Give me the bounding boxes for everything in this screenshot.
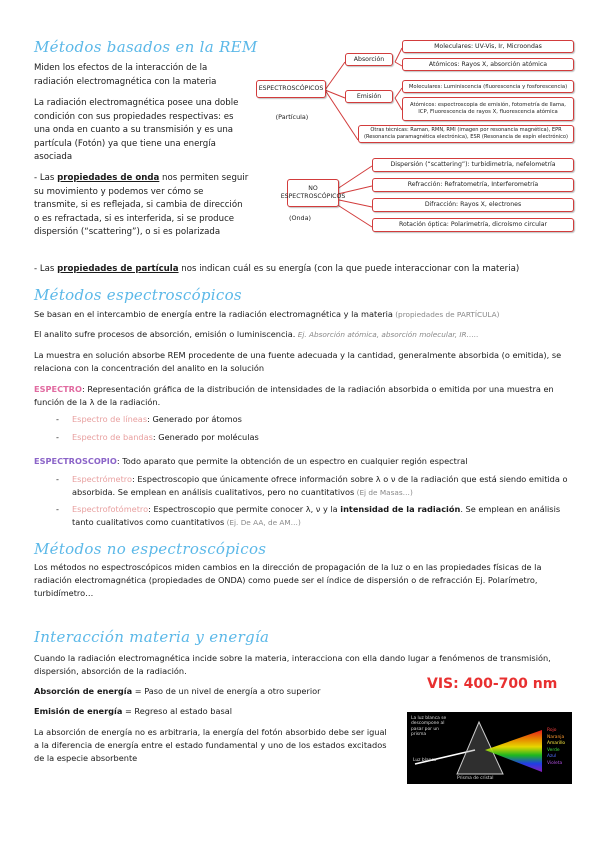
- label-onda: (Onda): [288, 214, 312, 222]
- paragraph-particula: - Las propiedades de partícula nos indican cuál es su energía (con la que puede interaccionar con la materia): [34, 264, 520, 274]
- legend-color: Amarillo: [547, 741, 566, 747]
- prism-label-luz: Luz blanca: [413, 758, 437, 763]
- node-atomicos-abs: Atómicos: Rayos X, absorción atómica: [402, 58, 574, 71]
- paragraph-absorcion: Absorción de energía = Paso de un nivel de energía a otro superior: [34, 686, 321, 696]
- section-title-espectroscopicos: Métodos espectroscópicos: [34, 286, 242, 304]
- node-rotacion: Rotación óptica: Polarimetría, dicroísmo circular: [372, 218, 574, 232]
- node-moleculares-em: Moleculares: Luminiscencia (fluorescencia y fosforescencia): [402, 80, 574, 93]
- vis-range-label: VIS: 400-700 nm: [427, 676, 558, 692]
- node-refraccion: Refracción: Refratometría, Interferometría: [372, 178, 574, 192]
- prism-caption: La luz blanca se descompone al pasar por un prisma: [411, 716, 447, 738]
- paragraph: La absorción de energía no es arbitraria, la energía del fotón absorbido debe ser igual a la diferencia de energía entre el estado fundamental y uno de los estados excitados de la especie absorbente: [34, 727, 387, 763]
- legend-color: Rojo: [547, 728, 557, 733]
- list-item: Espectro de bandas: Generado por moléculas: [72, 432, 259, 442]
- paragraph: El analito sufre procesos de absorción, emisión o luminiscencia. Ej. Absorción atómica, absorción molecular, IR…..: [34, 329, 479, 339]
- paragraph-onda: - Las propiedades de onda nos permiten seguir su movimiento y podemos ver cómo se transmite, si es reflejada, si cambia de dirección o es refractada, si es interferida, si se produce dispersión (“scattering”), o si es polarizada: [34, 173, 249, 238]
- paragraph-emision: Emisión de energía = Regreso al estado basal: [34, 706, 233, 716]
- node-difraccion: Difracción: Rayos X, electrones: [372, 198, 574, 212]
- legend-color: Azul: [547, 754, 557, 760]
- list-item: Espectrómetro: Espectroscopio que únicamente ofrece información sobre λ o ν de la radiación que está siendo emitida o absorbida. Se emplean en análisis cualitativos, pero no cuantitativos (Ej de Masas…): [72, 474, 568, 497]
- section-title-no-espectroscopicos: Métodos no espectroscópicos: [34, 540, 267, 558]
- label-particula: (Partícula): [275, 113, 309, 121]
- node-no-espectroscopicos: NO ESPECTROSCÓPICOS: [287, 179, 339, 207]
- spectrum-legend: [547, 728, 565, 768]
- node-otras-tecnicas: Otras técnicas: Raman, RMN, RMI (imagen por resonancia magnética), EPR (Resonancia paramagnética electrónica), ESR (Resonancia de espín electrónico): [358, 125, 574, 143]
- paragraph-espectro: ESPECTRO: Representación gráfica de la distribución de intensidades de la radiación absorbida o emitida por una muestra en función de la λ de la radiación.: [34, 384, 554, 407]
- section-title-rem: Métodos basados en la REM: [34, 38, 258, 56]
- node-absorcion: Absorción: [345, 53, 393, 66]
- prism-image: [407, 712, 572, 784]
- legend-color: Naranja: [547, 734, 565, 740]
- list-item: -: [56, 474, 59, 484]
- list-item: -: [56, 432, 59, 442]
- paragraph: La muestra en solución absorbe REM procedente de una fuente adecuada y la cantidad, generalmente absorbida (o emitida), se relaciona con la concentración del analito en la solución: [34, 350, 562, 373]
- node-moleculares-abs: Moleculares: UV-Vis, Ir, Microondas: [402, 40, 574, 53]
- list-item: -: [56, 414, 59, 424]
- paragraph: La radiación electromagnética posee una doble condición con sus propiedades respectivas: es una onda en cuanto a su transmisión y es una partícula (Fotón) ya que tiene una energía asociada: [34, 98, 239, 163]
- node-espectroscopicos: ESPECTROSCÓPICOS: [256, 80, 326, 98]
- prism-label-prisma: Prisma de cristal: [457, 776, 494, 781]
- list-item: Espectrofotómetro: Espectroscopio que permite conocer λ, ν y la intensidad de la radiación. Se emplean en análisis tanto cualitativos como cuantitativos (Ej. De AA, de AM…): [72, 504, 561, 527]
- paragraph: Se basan en el intercambio de energía entre la radiación electromagnética y la materia (propiedades de PARTÍCULA): [34, 309, 500, 319]
- paragraph: Los métodos no espectroscópicos miden cambios en la dirección de propagación de la luz o en las propiedades físicas de la radiación electromagnética (propiedades de ONDA) como puede ser el índice de dispersión o de refracción Ej. Polarímetro, turbidímetro…: [34, 562, 542, 598]
- node-dispersion: Dispersión (“scattering”): turbidimetría, nefelometría: [372, 158, 574, 172]
- legend-color: Verde: [547, 747, 560, 753]
- node-atomicos-em: Atómicos: espectroscopia de emisión, fotometría de llama, ICP, Fluorescencia de rayos X, fluorescencia atómica: [402, 97, 574, 121]
- section-title-interaccion: Interacción materia y energía: [34, 628, 270, 646]
- paragraph: Cuando la radiación electromagnética incide sobre la materia, interacciona con ella dando lugar a fenómenos de transmisión, dispersión, absorción de la radiación.: [34, 653, 551, 676]
- paragraph-espectroscopio: ESPECTROSCOPIO: Todo aparato que permite la obtención de un espectro en cualquier región espectral: [34, 456, 468, 466]
- list-item: Espectro de líneas: Generado por átomos: [72, 414, 242, 424]
- list-item: -: [56, 504, 59, 514]
- paragraph: Miden los efectos de la interacción de la radiación electromagnética con la materia: [34, 63, 217, 87]
- node-emision: Emisión: [345, 90, 393, 103]
- legend-color: Violeta: [547, 760, 563, 766]
